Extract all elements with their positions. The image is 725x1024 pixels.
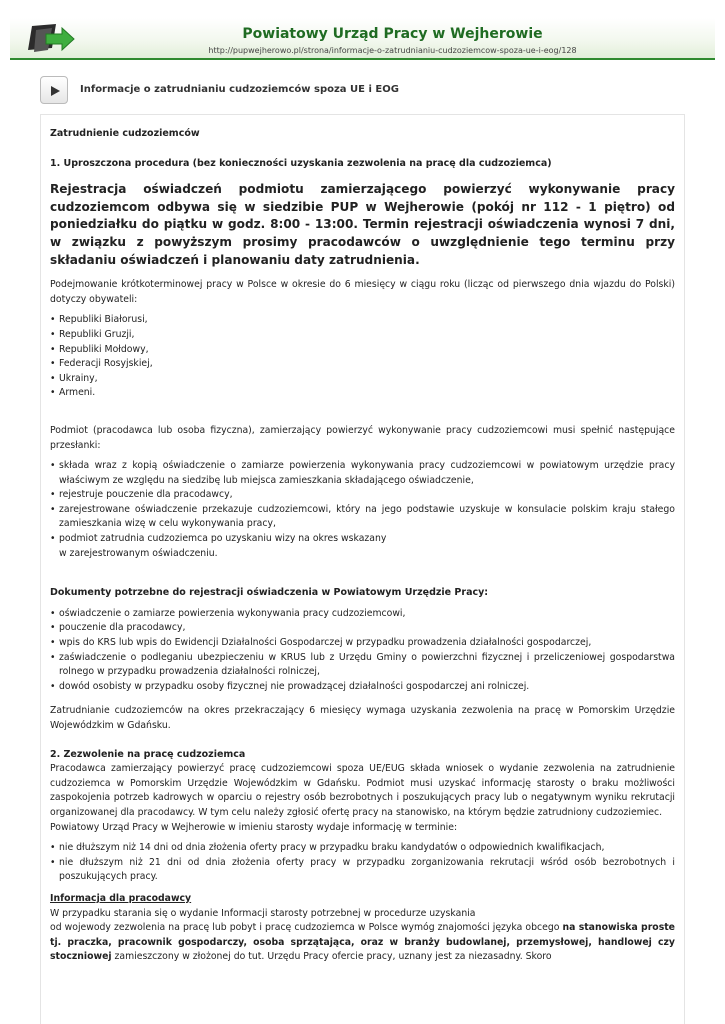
list-item: • Republiki Gruzji, <box>50 328 675 343</box>
list-item: • Ukrainy, <box>50 372 675 387</box>
page-header <box>0 0 725 64</box>
arrow-button[interactable] <box>40 76 68 104</box>
conditions-list <box>50 459 675 561</box>
article-content <box>40 114 685 1024</box>
list-item: • Republiki Mołdowy, <box>50 343 675 358</box>
list-item: • składa wraz z kopią oświadczenie o zamiarze powierzenia wykonywania pracy cudzoziemcowi w powiatowym urzędzie pracy właściwym ze względu na siedzibę lub miejsca zamieszkania składającego oświadczenie, <box>50 459 675 488</box>
info-paragraph <box>50 921 675 965</box>
docs-heading: Dokumenty potrzebne do rejestracji oświadczenia w Powiatowym Urzędzie Pracy: <box>50 587 489 599</box>
list-item: • Republiki Białorusi, <box>50 313 675 328</box>
long-term-paragraph: Zatrudnianie cudzoziemców na okres przekraczający 6 miesięcy wymaga uzyskania zezwolenia na pracę w Pomorskim Urzędzie Wojewódzkim w Gdańsku. <box>50 705 675 731</box>
info-text-a: od wojewody zezwolenia na pracę lub pobyt i pracę cudzoziemca w Polsce wymóg znajomości języka obcego <box>50 922 563 934</box>
permit-paragraph: Pracodawca zamierzający powierzyć pracę cudzoziemcowi spoza UE/EUG składa wniosek o wydanie zezwolenia na zatrudnienie cudzoziemca w Pomorskim Urzędzie Wojewódzkim w Gdańsku. Podmiot musi uzyskać informację starosty o braku możliwości zaspokojenia potrzeb kadrowych w oparciu o rejestry osób bezrobotnych i poszukujących pracy lub o negatywnym wyniku rekrutacji organizowanej dla pracodawcy. W tym celu należy zgłosić ofertę pracy na stanowisko, na którym będzie zatrudniony cudzoziemiec. <box>50 763 675 818</box>
list-item: • nie dłuższym niż 21 dni od dnia złożenia oferty pracy w przypadku zorganizowania rekrutacji wśród osób bezrobotnych i poszukujących pracy. <box>50 856 675 885</box>
conditions-intro: Podmiot (pracodawca lub osoba fizyczna), zamierzający powierzyć wykonywanie pracy cudzoziemcowi musi spełnić następujące przesłanki: <box>50 424 675 451</box>
play-arrow-icon <box>48 84 62 98</box>
list-item: • Federacji Rosyjskiej, <box>50 357 675 372</box>
docs-list <box>50 607 675 695</box>
info-text-c: zamieszczony w złożonej do tut. Urzędu Pracy ofercie pracy, uznany jest za niezasadny. Skoro <box>111 951 552 963</box>
list-item: • zarejestrowane oświadczenie przekazuje cudzoziemcowi, który na jego podstawie uzyskuje w konsulacie polskim kraju stałego zamieszkania wizę w celu wykonywania pracy, <box>50 503 675 532</box>
intro-paragraph: Podejmowanie krótkoterminowej pracy w Polsce w okresie do 6 miesięcy w ciągu roku (licząc od pierwszego dnia wjazdu do Polski) dotyczy obywateli: <box>50 279 675 305</box>
terms-list <box>50 841 675 885</box>
highlight-paragraph: Rejestracja oświadczeń podmiotu zamierzającego powierzyć wykonywanie pracy cudzoziemcom odbywa się w siedzibie PUP w Wejherowie (pokój nr 112 - 1 piętro) od poniedziałku do piątku w godz. 8:00 - 13:00. Termin rejestracji oświadczenia wynosi 7 dni, w związku z powyższym prosimy pracodawców o uwzględnienie tego terminu przy składaniu oświadczeń i planowaniu daty zatrudnienia. <box>50 182 675 267</box>
list-item: • oświadczenie o zamiarze powierzenia wykonywania pracy cudzoziemcowi, <box>50 607 675 622</box>
article-heading: Zatrudnienie cudzoziemców <box>50 128 200 139</box>
permit-paragraph-2: Powiatowy Urząd Pracy w Wejherowie w imieniu starosty wydaje informację w terminie: <box>50 821 458 833</box>
list-item: • rejestruje pouczenie dla pracodawcy, <box>50 488 675 503</box>
info-line-1: W przypadku starania się o wydanie Informacji starosty potrzebnej w procedurze uzyskania <box>50 907 476 919</box>
countries-list <box>50 313 675 401</box>
list-item: • dowód osobisty w przypadku osoby fizycznej nie prowadzącej działalności gospodarczej ani rolniczej. <box>50 680 675 695</box>
section-header <box>40 76 680 106</box>
info-heading: Informacja dla pracodawcy <box>50 892 192 904</box>
info-text-bold: na stanowiska proste tj. praczka, pracownik gospodarczy, osoba sprzątająca, oraz w branży budowlanej, przemysłowej, handlowej czy stoczniowej <box>50 922 675 963</box>
list-item: • wpis do KRS lub wpis do Ewidencji Działalności Gospodarczej w przypadku prowadzenia działalności gospodarczej, <box>50 636 675 651</box>
site-url: http://pupwejherowo.pl/strona/informacje-o-zatrudnianiu-cudzoziemcow-spoza-ue-i-eog/128 <box>208 46 577 55</box>
subheading-1: 1. Uproszczona procedura (bez konieczności uzyskania zezwolenia na pracę dla cudzoziemca) <box>50 157 552 169</box>
list-item-continuation: w zarejestrowanym oświadczeniu. <box>59 547 218 559</box>
list-item: • podmiot zatrudnia cudzoziemca po uzyskaniu wizy na okres wskazany <box>50 532 675 547</box>
site-title: Powiatowy Urząd Pracy w Wejherowie <box>242 26 543 42</box>
subheading-2: 2. Zezwolenie na pracę cudzoziemca <box>50 748 246 760</box>
list-item: • Armeni. <box>50 386 675 401</box>
list-item: • nie dłuższym niż 14 dni od dnia złożenia oferty pracy w przypadku braku kandydatów o odpowiednich kwalifikacjach, <box>50 841 675 856</box>
list-item: • zaświadczenie o podleganiu ubezpieczeniu w KRUS lub z Urzędu Gminy o powierzchni fizycznej i przeliczeniowej gospodarstwa rolnego w przypadku prowadzenia działalności rolniczej, <box>50 651 675 680</box>
section-title: Informacje o zatrudnianiu cudzoziemców spoza UE i EOG <box>80 84 399 95</box>
list-item: • pouczenie dla pracodawcy, <box>50 621 675 636</box>
